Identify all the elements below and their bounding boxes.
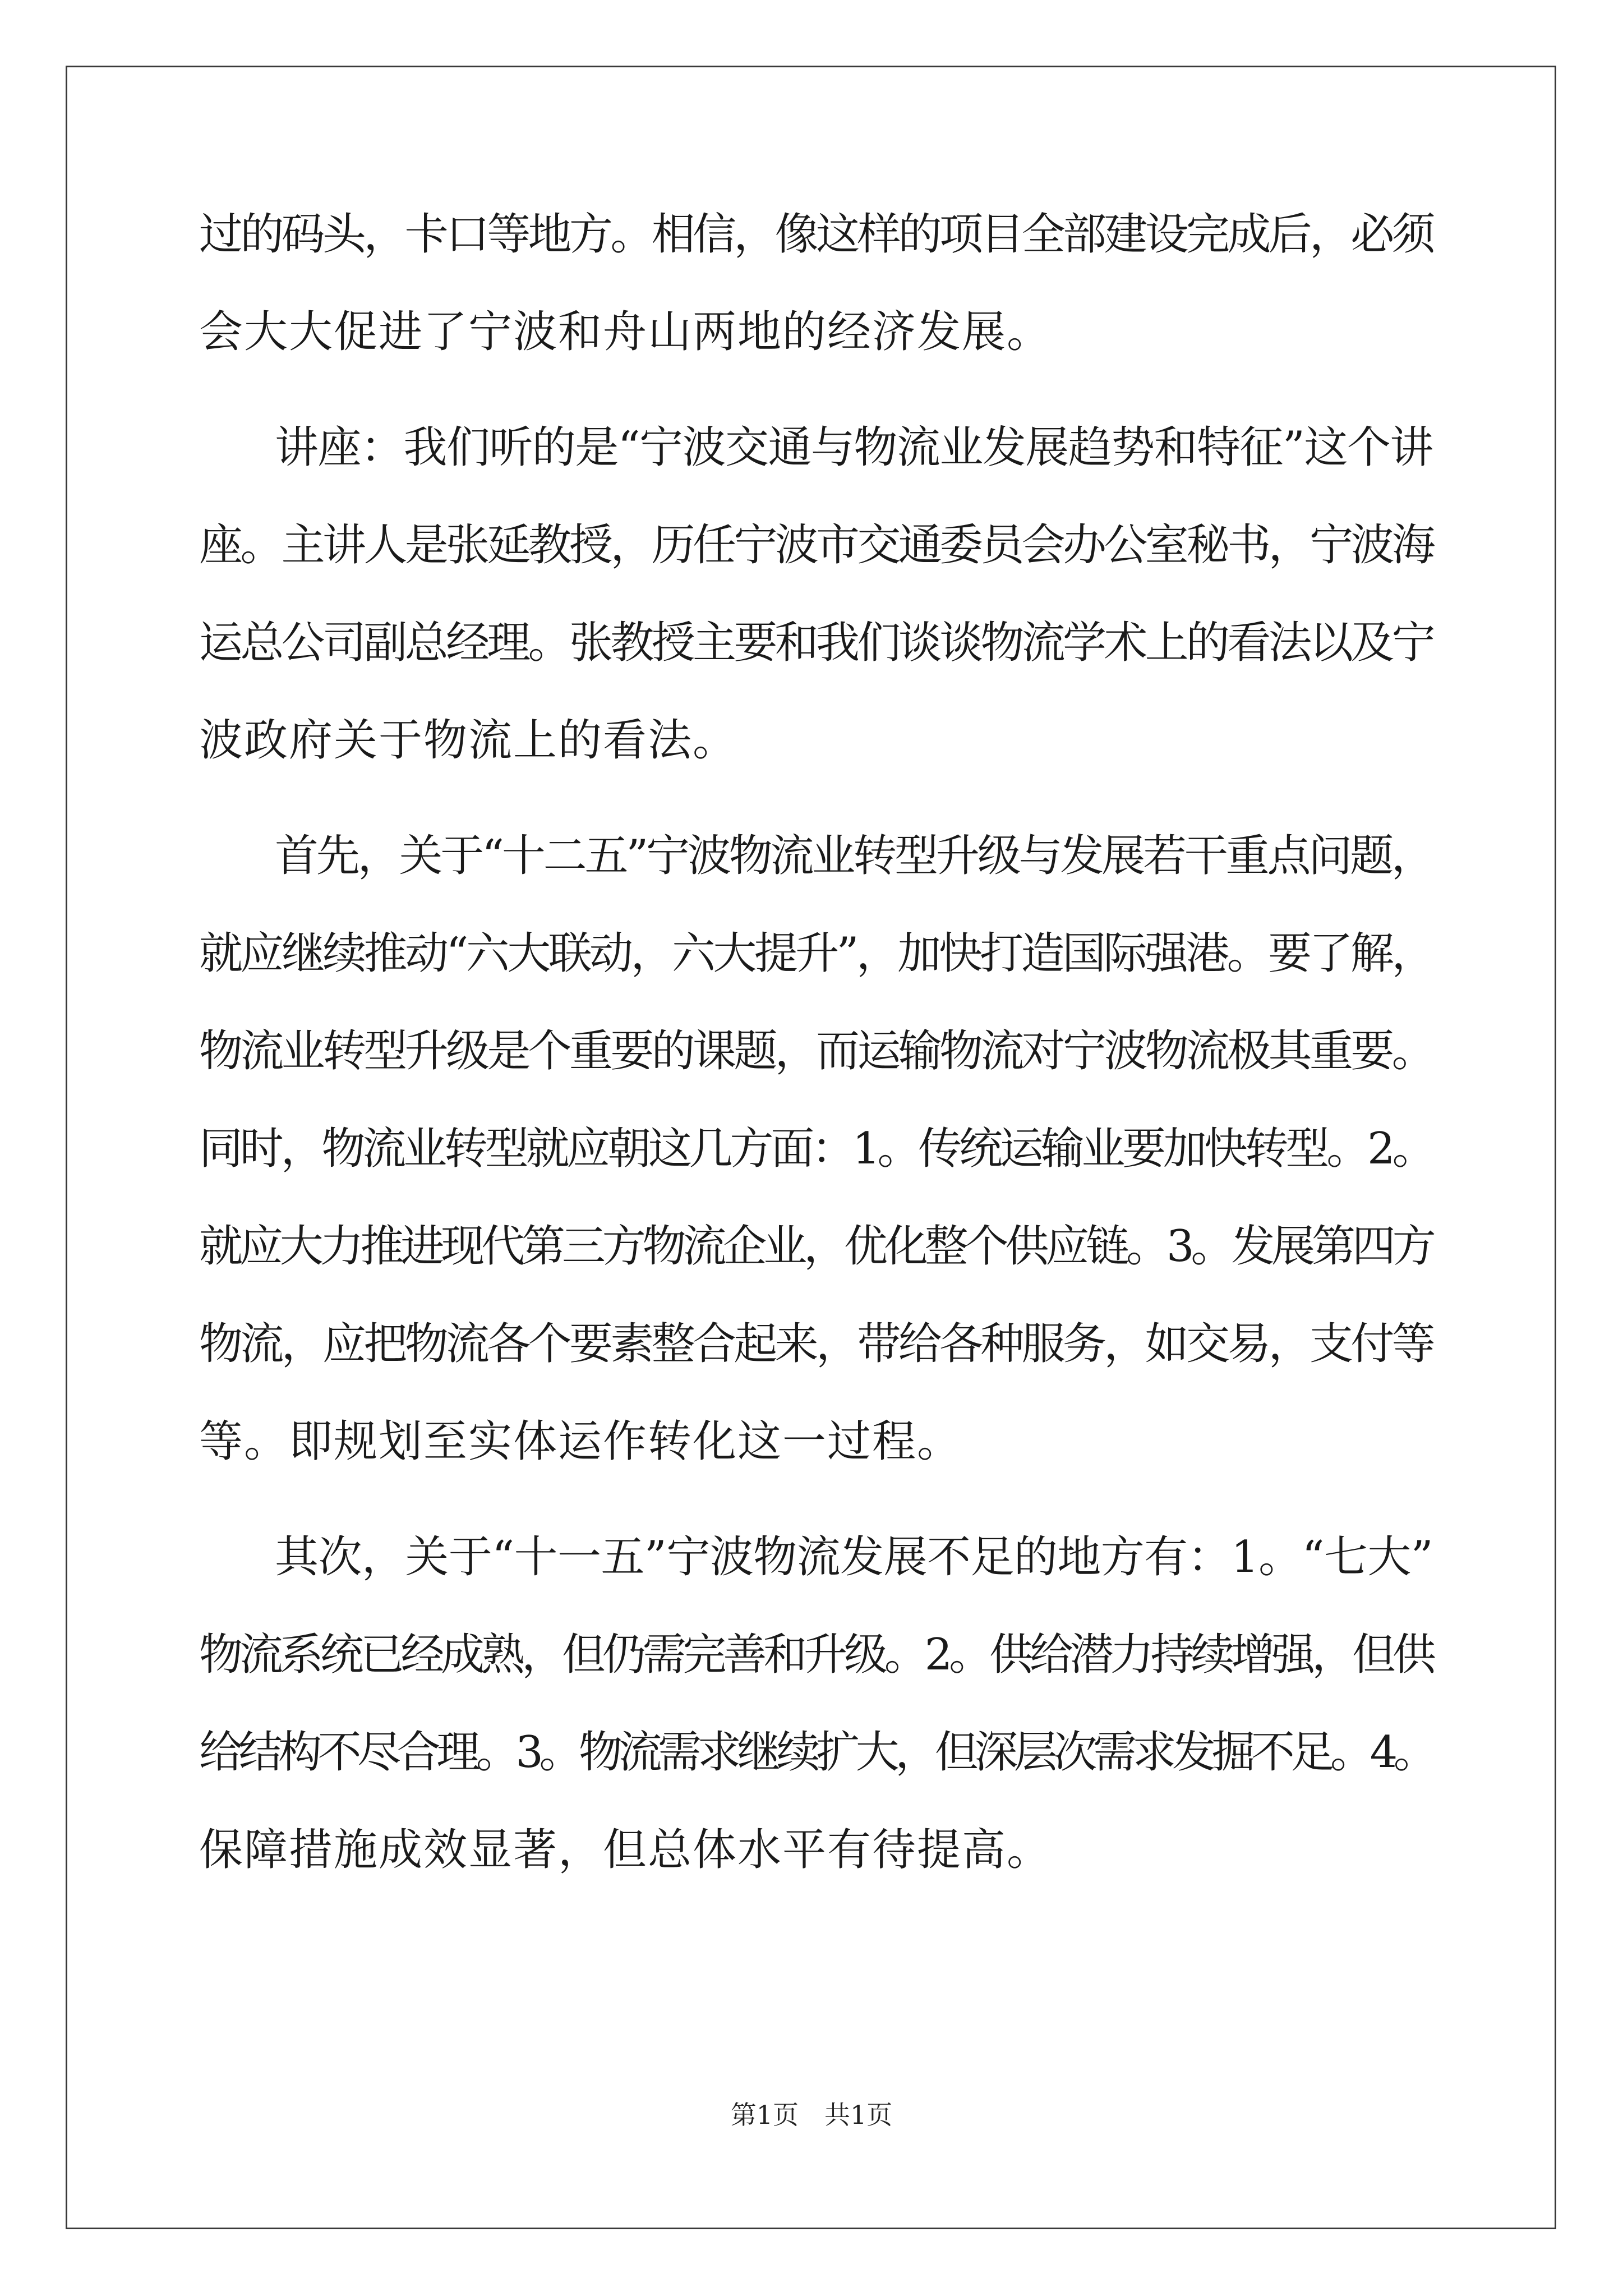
text-line: 等。即规划至实体运作转化这一过程。: [199, 1416, 962, 1467]
text-line: 物流，应把物流各个要素整合起来，带给各种服务，如交易，支付等: [199, 1319, 1433, 1369]
text-line: 就应继续推动“六大联动，六大提升”，加快打造国际强港。要了解，: [199, 928, 1433, 979]
text-line: 就应大力推进现代第三方物流企业，优化整个供应链。3。发展第四方: [199, 1221, 1433, 1272]
text-line: 物流系统已经成熟，但仍需完善和升级。2。供给潜力持续增强，但供: [199, 1630, 1433, 1680]
text-line: 会大大促进了宁波和舟山两地的经济发展。: [199, 307, 1052, 357]
text-line: 运总公司副总经理。张教授主要和我们谈谈物流学术上的看法以及宁: [199, 618, 1433, 668]
text-line: 保障措施成效显著，但总体水平有待提高。: [199, 1825, 1052, 1875]
paragraph-start-line: 讲座：我们听的是“宁波交通与物流业发展趋势和特征”这个讲: [275, 422, 1433, 473]
text-line: 给结构不尽合理。3。物流需求继续扩大，但深层次需求发掘不足。4。: [199, 1727, 1433, 1778]
text-line: 物流业转型升级是个重要的课题，而运输物流对宁波物流极其重要。: [199, 1026, 1433, 1076]
text-line: 过的码头，卡口等地方。相信，像这样的项目全部建设完成后，必须: [199, 209, 1433, 260]
paragraph-start-line: 首先，关于“十二五”宁波物流业转型升级与发展若干重点问题，: [275, 831, 1433, 881]
paragraph-start-line: 其次，关于“十一五”宁波物流发展不足的地方有：1。“七大”: [275, 1532, 1433, 1582]
text-line: 同时，物流业转型就应朝这几方面：1。传统运输业要加快转型。2。: [199, 1124, 1433, 1174]
text-line: 波政府关于物流上的看法。: [199, 715, 738, 766]
page-footer: 第1页 共1页: [730, 2100, 893, 2130]
text-line: 座。主讲人是张延教授，历任宁波市交通委员会办公室秘书，宁波海: [199, 520, 1433, 570]
